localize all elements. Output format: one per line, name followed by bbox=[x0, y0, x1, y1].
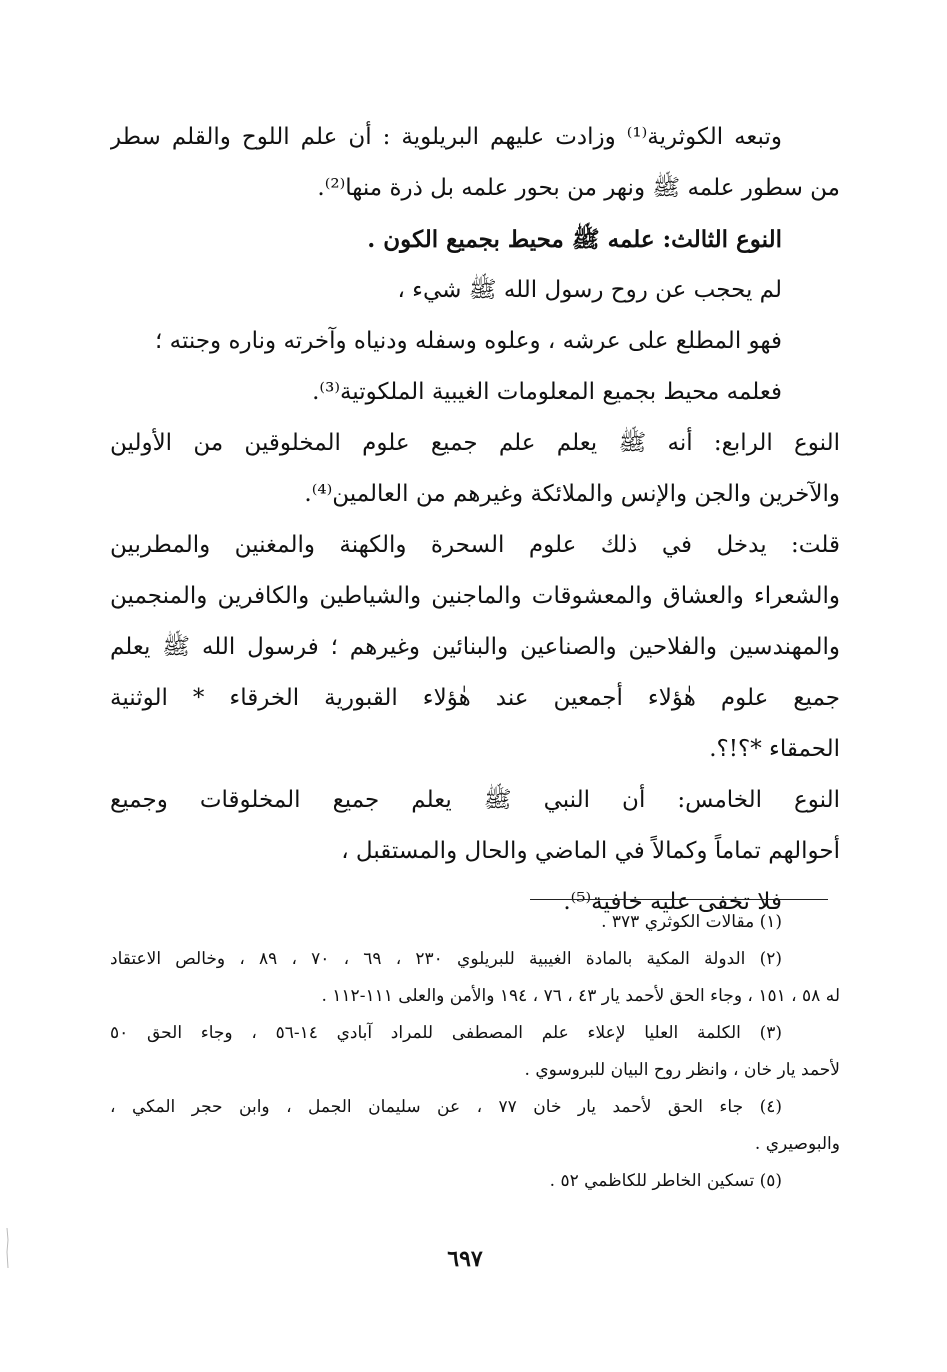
text-line: وتبعه الكوثرية⁽¹⁾ وزادت عليهم البريلوية : أن علم اللوح والقلم سطر bbox=[110, 124, 782, 150]
text-line: والمهندسين والفلاحين والصناعين والبنائين وغيرهم ؛ فرسول الله ﷺ يعلم bbox=[110, 634, 840, 660]
heading-fourth-type: النوع الرابع: أنه ﷺ يعلم علم جميع علوم المخلوقين من الأولين bbox=[110, 430, 840, 456]
footnote-separator bbox=[530, 899, 828, 900]
footnote-line: (٥) تسكين الخاطر للكاظمي ٥٢ . bbox=[549, 1171, 782, 1191]
heading-fifth-type: النوع الخامس: أن النبي ﷺ يعلم جميع المخلوقات وجميع bbox=[110, 787, 840, 813]
text-line: والآخرين والجن والإنس والملائكة وغيرهم من العالمين⁽⁴⁾. bbox=[304, 481, 840, 507]
main-text bbox=[110, 112, 840, 928]
text-line: والشعراء والعشاق والمعشوقات والماجنين والشياطين والكافرين والمنجمين bbox=[110, 583, 840, 609]
footnote-line: (٤) جاء الحق لأحمد يار خان ٧٧ ، عن سليمان الجمل ، وابن حجر المكي ، bbox=[110, 1097, 782, 1117]
page-number: ٦٩٧ bbox=[447, 1246, 483, 1272]
text-line: فلا تخفى عليه خافية⁽⁵⁾. bbox=[563, 889, 782, 915]
text-line: لم يحجب عن روح رسول الله ﷺ شيء ، bbox=[397, 277, 782, 303]
footnotes bbox=[110, 904, 840, 1200]
footnote-line: (٣) الكلمة العليا لإعلاء علم المصطفى للمراد آبادي ١٤-٥٦ ، وجاء الحق ٥٠ bbox=[110, 1023, 782, 1043]
footnote-line: له ٥٨ ، ١٥١ ، وجاء الحق لأحمد يار ٤٣ ، ٧٦ ، ١٩٤ والأمن والعلى ١١١-١١٢ . bbox=[321, 986, 840, 1006]
text-line: قلت: يدخل في ذلك علوم السحرة والكهنة والمغنين والمطربين bbox=[110, 532, 840, 558]
text-line: جميع علوم هٰؤلاء أجمعين عند هٰؤلاء القبورية الخرقاء * الوثنية bbox=[110, 685, 840, 711]
text-line: أحوالهم تماماً وكمالاً في الماضي والحال والمستقبل ، bbox=[341, 838, 840, 864]
scan-edge-mark bbox=[6, 1228, 9, 1268]
text-line: من سطور علمه ﷺ ونهر من بحور علمه بل ذرة منها⁽²⁾. bbox=[317, 175, 840, 201]
text-line: فعلمه محيط بجميع المعلومات الغيبية الملكوتية⁽³⁾. bbox=[312, 379, 782, 405]
text-line: الحمقاء *؟!؟. bbox=[709, 736, 840, 762]
footnote-line: (١) مقالات الكوثري ٣٧٣ . bbox=[601, 912, 782, 932]
footnote-line: (٢) الدولة المكية بالمادة الغيبية للبريلوي ٢٣٠ ، ٦٩ ، ٧٠ ، ٨٩ ، وخالص الاعتقاد bbox=[110, 949, 783, 969]
text-line: فهو المطلع على عرشه ، وعلوه وسفله ودنياه وآخرته وناره وجنته ؛ bbox=[154, 328, 782, 354]
heading-third-type: النوع الثالث: علمه ﷺ محيط بجميع الكون . bbox=[367, 226, 782, 253]
footnote-line: والبوصيري . bbox=[754, 1134, 840, 1154]
footnote-line: لأحمد يار خان ، وانظر روح البيان للبروسوي . bbox=[524, 1060, 840, 1080]
